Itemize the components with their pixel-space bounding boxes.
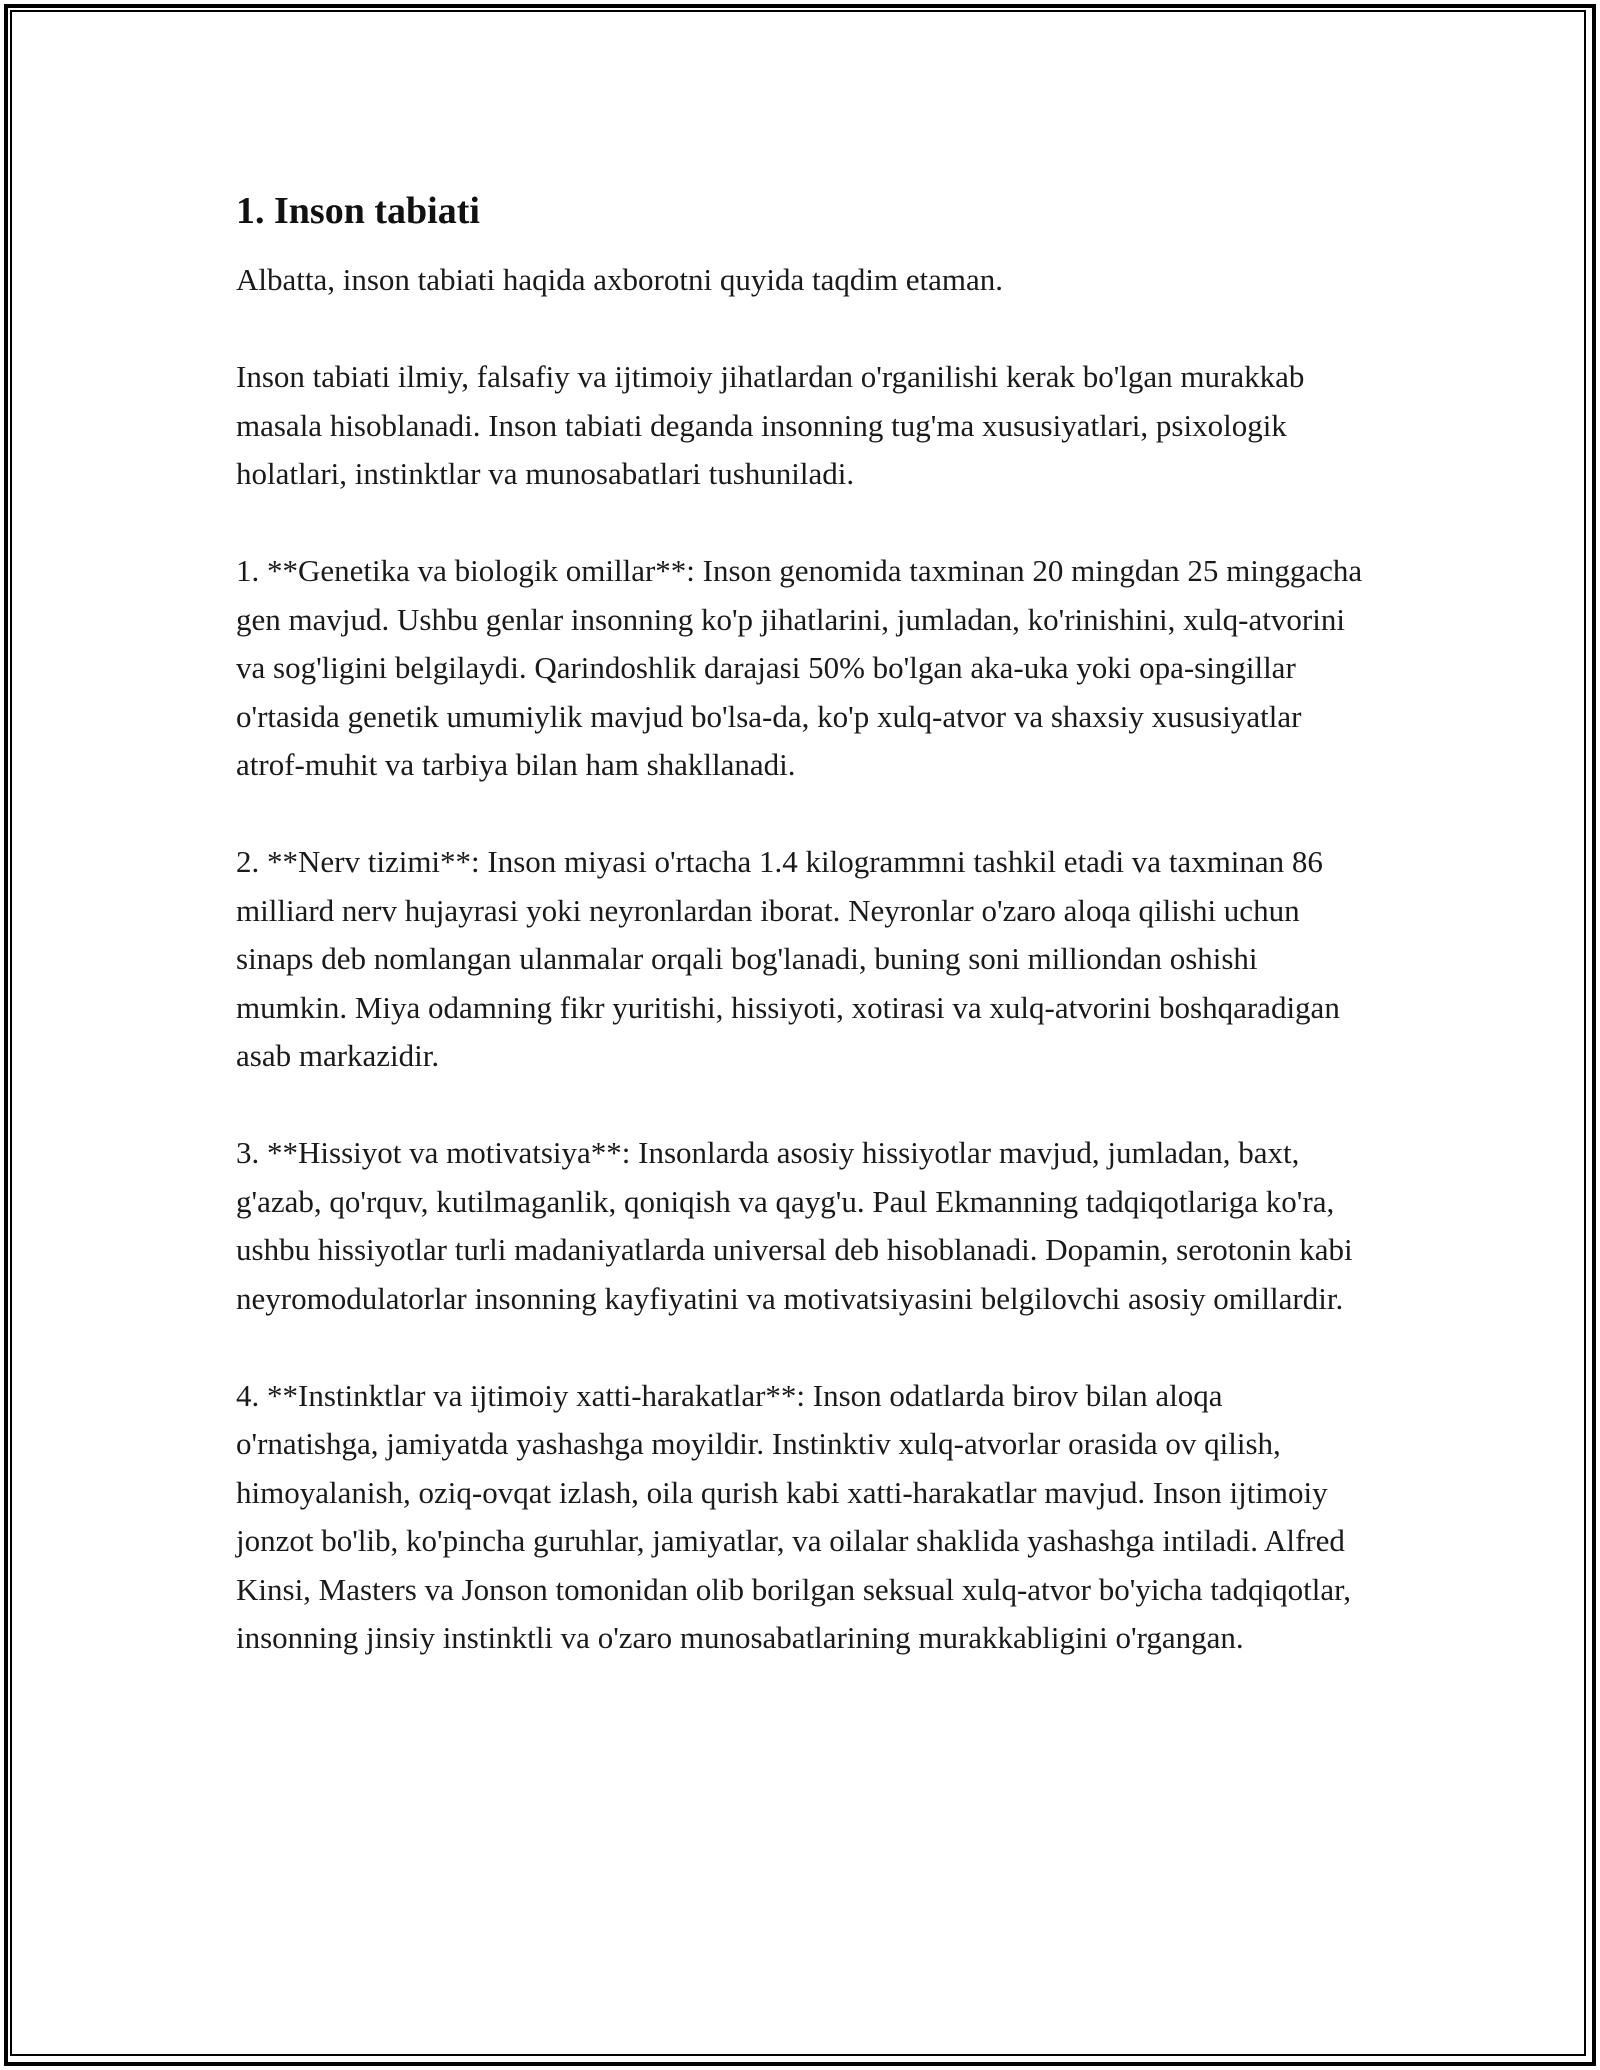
document-body (236, 186, 1366, 1663)
instincts-social-paragraph: 4. **Instinktlar va ijtimoiy xatti-harakatlar**: Inson odatlarda birov bilan aloqa o'rnatishga, jamiyatda yashashga moyildir. Instinktiv xulq-atvorlar orasida ov qilish, himoyalanish, oziq-ovqat izlash, oila qurish kabi xatti-harakatlar mavjud. Inson ijtimoiy jonzot bo'lib, ko'pincha guruhlar, jamiyatlar, va oilalar shaklida yashashga intiladi. Alfred Kinsi, Masters va Jonson tomonidan olib borilgan seksual xulq-atvor bo'yicha tadqiqotlar, insonning jinsiy instinktli va o'zaro munosabatlarining murakkabligini o'rgangan. (236, 1377, 1352, 1655)
genetics-paragraph: 1. **Genetika va biologik omillar**: Inson genomida taxminan 20 mingdan 25 minggacha gen mavjud. Ushbu genlar insonning ko'p jihatlarini, jumladan, ko'rinishini, xulq-atvorini va sog'ligini belgilaydi. Qarindoshlik darajasi 50% bo'lgan aka-uka yoki opa-singillar o'rtasida genetik umumiylik mavjud bo'lsa-da, ko'p xulq-atvor va shaxsiy xususiyatlar atrof-muhit va tarbiya bilan ham shakllanadi. (236, 553, 1363, 782)
nervous-system-paragraph: 2. **Nerv tizimi**: Inson miyasi o'rtacha 1.4 kilogrammni tashkil etadi va taxminan 86 milliard nerv hujayrasi yoki neyronlardan iborat. Neyronlar o'zaro aloqa qilishi uchun sinaps deb nomlangan ulanmalar orqali bog'lanadi, buning soni milliondan oshishi mumkin. Miya odamning fikr yuritishi, hissiyoti, xotirasi va xulq-atvorini boshqaradigan asab markazidir. (236, 844, 1340, 1073)
document-title: 1. Inson tabiati (236, 190, 480, 232)
emotion-motivation-paragraph: 3. **Hissiyot va motivatsiya**: Insonlarda asosiy hissiyotlar mavjud, jumladan, baxt, g'azab, qo'rquv, kutilmaganlik, qoniqish va qayg'u. Paul Ekmanning tadqiqotlariga ko'ra, ushbu hissiyotlar turli madaniyatlarda universal deb hisoblanadi. Dopamin, serotonin kabi neyromodulatorlar insonning kayfiyatini va motivatsiyasini belgilovchi asosiy omillardir. (236, 1135, 1353, 1316)
intro-paragraph: Albatta, inson tabiati haqida axborotni quyida taqdim etaman. (236, 262, 1004, 297)
overview-paragraph: Inson tabiati ilmiy, falsafiy va ijtimoiy jihatlardan o'rganilishi kerak bo'lgan murakkab masala hisoblanadi. Inson tabiati deganda insonning tug'ma xususiyatlari, psixologik holatlari, instinktlar va munosabatlari tushuniladi. (236, 359, 1305, 491)
